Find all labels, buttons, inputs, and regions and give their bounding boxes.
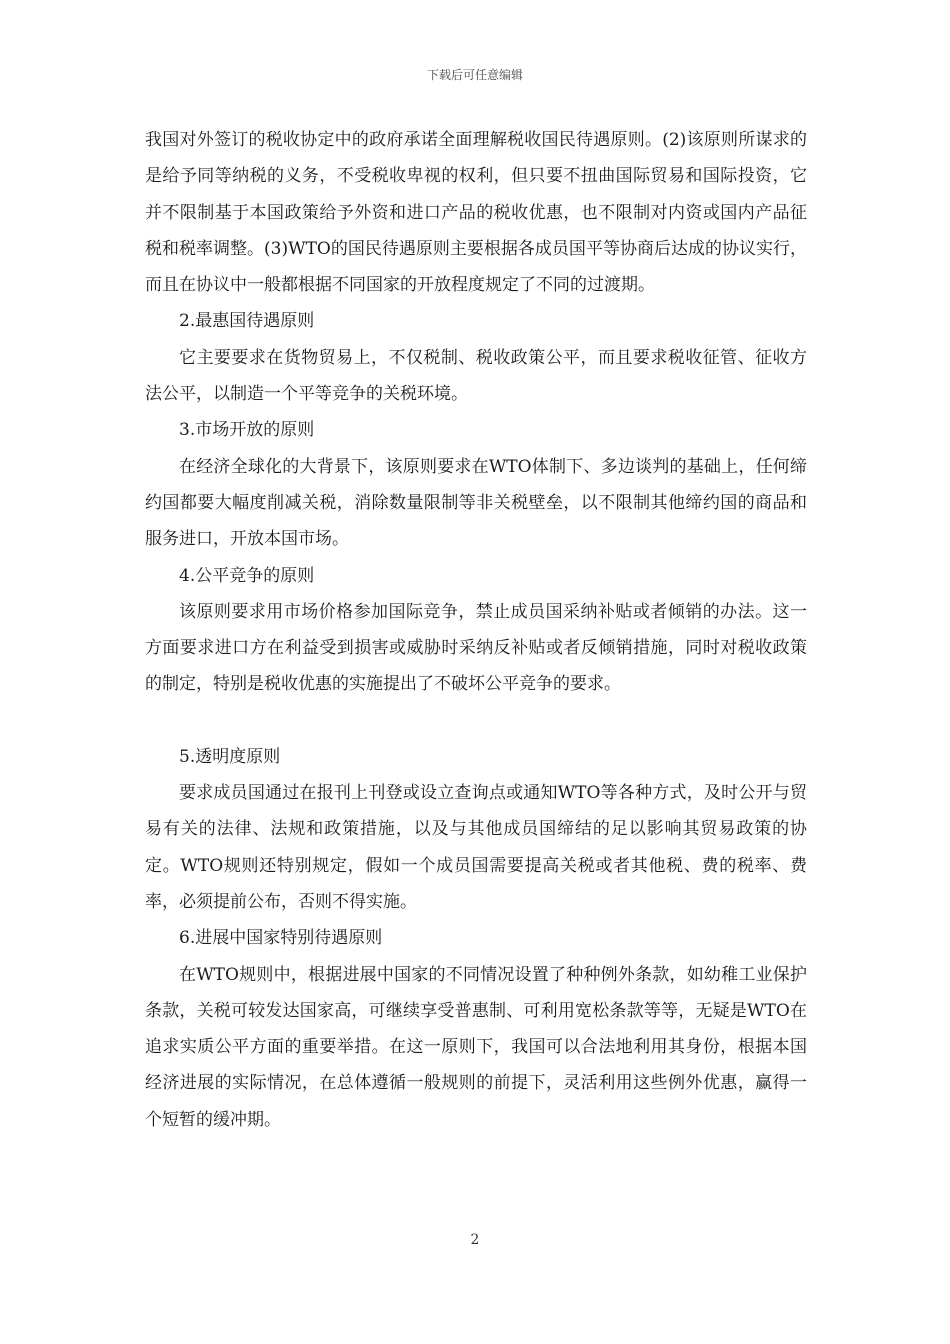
paragraph-fair-competition: 该原则要求用市场价格参加国际竞争，禁止成员国采纳补贴或者倾销的办法。这一方面要求进口方在利益受到损害或威胁时采纳反补贴或者反倾销措施，同时对税收政策的制定，特别是税收优惠的实施提出了不破坏公平竞争的要求。: [145, 601, 807, 695]
paragraph-mfn: 它主要要求在货物贸易上，不仅税制、税收政策公平，而且要求税收征管、征收方法公平，以制造一个平等竞争的关税环境。: [145, 347, 807, 405]
page-header: 下载后可任意编辑: [426, 68, 523, 82]
paragraph-developing-countries: 在WTO规则中，根据进展中国家的不同情况设置了种种例外条款，如幼稚工业保护条款，关税可较发达国家高，可继续享受普惠制、可利用宽松条款等等，无疑是WTO在追求实质公平方面的重要举措。在这一原则下，我国可以合法地利用其身份，根据本国经济进展的实际情况，在总体遵循一般规则的前提下，灵活利用这些例外优惠，赢得一个短暂的缓冲期。: [145, 964, 807, 1130]
paragraph-national-treatment-continued: 我国对外签订的税收协定中的政府承诺全面理解税收国民待遇原则。(2)该原则所谋求的是给予同等纳税的义务，不受税收卑视的权利，但只要不扭曲国际贸易和国际投资，它并不限制基于本国政策给予外资和进口产品的税收优惠，也不限制对内资或国内产品征税和税率调整。(3)WTO的国民待遇原则主要根据各成员国平等协商后达成的协议实行，而且在协议中一般都根据不同国家的开放程度规定了不同的过渡期。: [145, 130, 807, 296]
section-heading-market-opening: 3.市场开放的原则: [179, 420, 315, 441]
paragraph-transparency: 要求成员国通过在报刊上刊登或设立查询点或通知WTO等各种方式，及时公开与贸易有关的法律、法规和政策措施，以及与其他成员国缔结的足以影响其贸易政策的协定。WTO规则还特别规定，假如一个成员国需要提高关税或者其他税、费的税率、费率，必须提前公布，否则不得实施。: [145, 783, 807, 912]
paragraph-market-opening: 在经济全球化的大背景下，该原则要求在WTO体制下、多边谈判的基础上，任何缔约国都要大幅度削减关税，消除数量限制等非关税壁垒，以不限制其他缔约国的商品和服务进口，开放本国市场。: [145, 456, 807, 550]
section-heading-developing-countries: 6.进展中国家特别待遇原则: [179, 928, 383, 949]
section-heading-fair-competition: 4.公平竞争的原则: [179, 565, 315, 586]
section-heading-mfn: 2.最惠国待遇原则: [179, 311, 315, 332]
page-number: 2: [470, 1232, 480, 1248]
section-heading-transparency: 5.透明度原则: [179, 746, 281, 767]
blank-line: [145, 703, 807, 739]
document-body: [145, 122, 807, 1138]
